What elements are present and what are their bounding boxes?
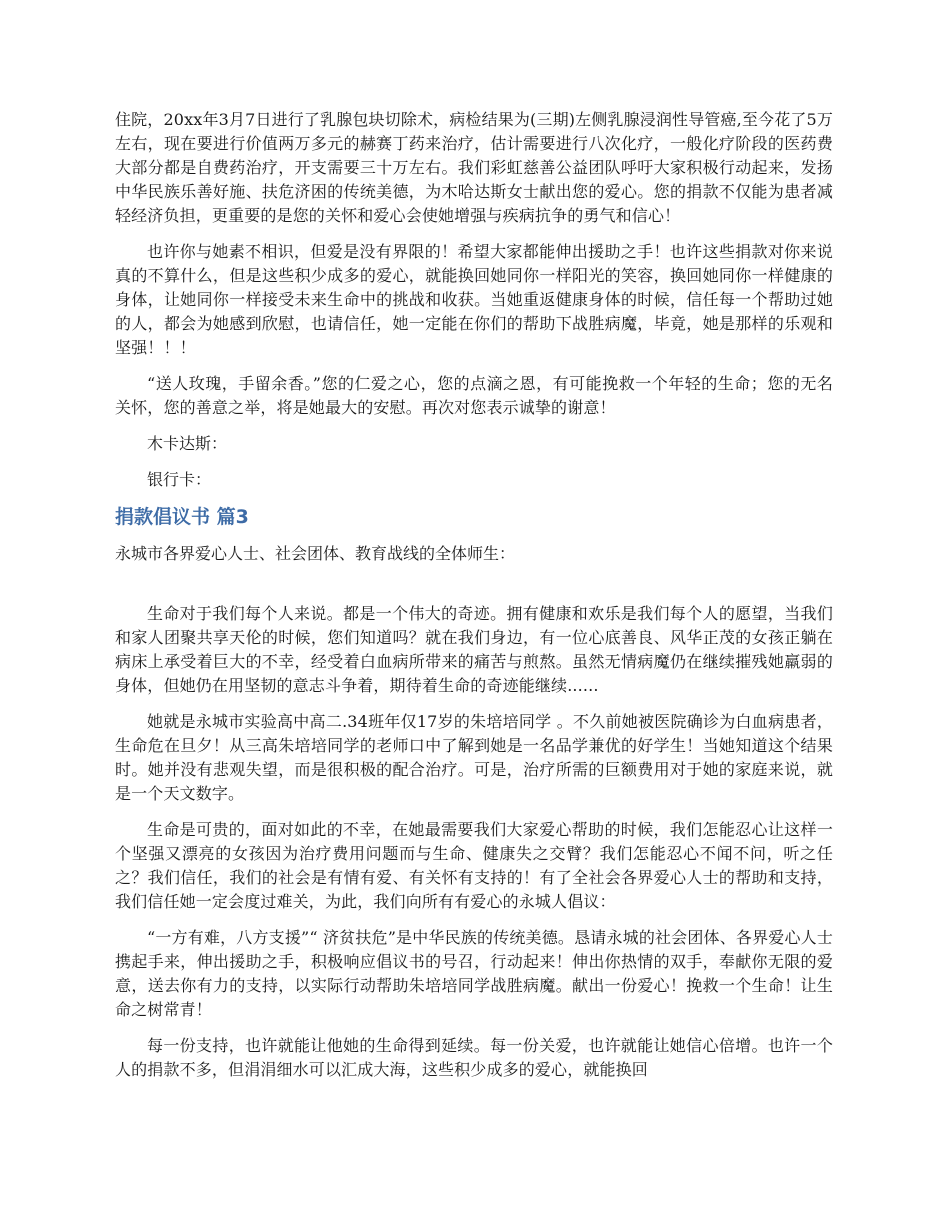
section-heading: 捐款倡议书 篇3 bbox=[115, 506, 249, 528]
account-name-label: 木卡达斯： bbox=[147, 434, 228, 453]
paragraph-miracle-of-life: 生命对于我们每个人来说。都是一个伟大的奇迹。拥有健康和欢乐是我们每个人的愿望，当我们和家人团聚共享天伦的时候，您们知道吗？就在我们身边，有一位心底善良、风华正茂的女孩正躺在病床上承受着巨大的不幸，经受着白血病所带来的痛苦与煎熬。虽然无情病魔仍在继续摧残她羸弱的身体，但她仍在用坚韧的意志斗争着，期待着生命的奇迹能继续...... bbox=[115, 604, 833, 695]
paragraph-love-has-no-borders: 也许你与她素不相识，但爱是没有界限的！希望大家都能伸出援助之手！也许这些捐款对你来说真的不算什么，但是这些积少成多的爱心，就能换回她同你一样阳光的笑容，换回她同你一样健康的身体，让她同你一样接受未来生命中的挑战和收获。当她重返健康身体的时候，信任每一个帮助过她的人，都会为她感到欣慰，也请信任，她一定能在你们的帮助下战胜病魔，毕竟，她是那样的乐观和坚强！！！ bbox=[115, 242, 833, 357]
document-page bbox=[115, 108, 833, 1094]
paragraph-traditional-virtue: “一方有难，八方支援”“ 济贫扶危”是中华民族的传统美德。恳请永城的社会团体、各界爱心人士携起手来，伸出援助之手，积极响应倡议书的号召，行动起来！伸出你热情的双手，奉献你无限的爱意，送去你有力的支持，以实际行动帮助朱培培同学战胜病魔。献出一份爱心！挽救一个生命！让生命之树常青！ bbox=[115, 928, 833, 1019]
salutation: 永城市各界爱心人士、社会团体、教育战线的全体师生： bbox=[115, 544, 516, 563]
bank-card-label: 银行卡： bbox=[147, 470, 212, 489]
paragraph-student-introduction: 她就是永城市实验高中高二.34班年仅17岁的朱培培同学 。不久前她被医院确诊为白血病患者，生命危在旦夕！从三高朱培培同学的老师口中了解到她是一名品学兼优的好学生！当她知道这个结果时。她并没有悲观失望，而是很积极的配合治疗。可是，治疗所需的巨额费用对于她的家庭来说，就是一个天文数字。 bbox=[115, 712, 833, 803]
paragraph-patient-details: 住院，20xx年3月7日进行了乳腺包块切除术，病检结果为(三期)左侧乳腺浸润性导管癌,至今花了5万左右，现在要进行价值两万多元的赫赛丁药来治疗，估计需要进行八次化疗，一般化疗阶段的医药费大部分都是自费药治疗，开支需要三十万左右。我们彩虹慈善公益团队呼吁大家积极行动起来，发扬中华民族乐善好施、扶危济困的传统美德，为木哈达斯女士献出您的爱心。您的捐款不仅能为患者减轻经济负担，更重要的是您的关怀和爱心会使她增强与疾病抗争的勇气和信心！ bbox=[115, 110, 833, 225]
paragraph-every-support: 每一份支持，也许就能让他她的生命得到延续。每一份关爱，也许就能让她信心倍增。也许一个人的捐款不多，但涓涓细水可以汇成大海，这些积少成多的爱心，就能换回 bbox=[115, 1036, 833, 1079]
paragraph-thanks: “送人玫瑰，手留余香。”您的仁爱之心，您的点滴之恩，有可能挽救一个年轻的生命；您的无名关怀，您的善意之举，将是她最大的安慰。再次对您表示诚挚的谢意！ bbox=[115, 374, 833, 417]
paragraph-life-is-precious: 生命是可贵的，面对如此的不幸，在她最需要我们大家爱心帮助的时候，我们怎能忍心让这样一个坚强又漂亮的女孩因为治疗费用问题而与生命、健康失之交臂？我们怎能忍心不闻不问，听之任之？我们信任，我们的社会是有情有爱、有关怀有支持的！有了全社会各界爱心人士的帮助和支持，我们信任她一定会度过难关，为此，我们向所有有爱心的永城人倡议： bbox=[115, 820, 833, 911]
